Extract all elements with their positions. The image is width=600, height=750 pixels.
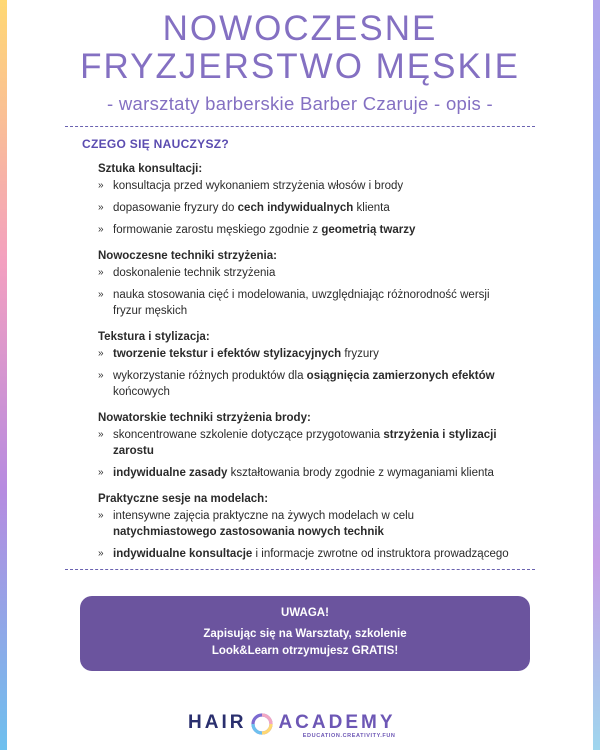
list-item: [98, 368, 513, 400]
list-item-text: [113, 510, 414, 538]
bold-segment: tworzenie tekstur i efektów stylizacyjnych: [113, 348, 342, 360]
bullet-icon: »: [98, 267, 104, 278]
logo-hair-text: HAIR: [188, 712, 247, 733]
text-segment: klienta: [353, 202, 390, 214]
text-segment: kształtowania brody zgodnie z wymaganiami klienta: [227, 467, 494, 479]
bold-segment: osiągnięcia zamierzonych efektów: [306, 370, 495, 382]
group-title: Nowatorskie techniki strzyżenia brody:: [98, 412, 311, 424]
notice-text: Zapisując się na Warsztaty, szkolenie Look&Learn otrzymujesz GRATIS!: [203, 628, 407, 657]
bold-segment: cech indywidualnych: [237, 202, 354, 214]
group-title: Praktyczne sesje na modelach:: [98, 493, 269, 505]
list-item: [98, 427, 513, 459]
bold-segment: indywidualne zasady: [113, 467, 228, 479]
text-segment: dopasowanie fryzury do: [113, 202, 238, 214]
dashed-divider-bottom: [65, 569, 535, 570]
learning-group: [98, 331, 540, 400]
bold-segment: geometrią twarzy: [321, 224, 416, 236]
subtitle: - warsztaty barberskie Barber Czaruje - opis -: [107, 93, 493, 114]
list-item-text: [113, 370, 495, 398]
bullet-icon: »: [98, 180, 104, 191]
list-item: [98, 508, 513, 540]
bullet-icon: »: [98, 429, 104, 440]
learning-group: [98, 250, 540, 319]
list-item-text: [113, 202, 390, 214]
bullet-icon: »: [98, 202, 104, 213]
dashed-divider-top: [65, 126, 535, 127]
list-item: [98, 546, 513, 562]
list-item-text: [113, 548, 509, 560]
list-item-text: [113, 467, 494, 479]
bullet-icon: »: [98, 510, 104, 521]
list-item-text: [113, 267, 275, 279]
logo-ring-icon: [250, 712, 274, 736]
group-title: Tekstura i stylizacja:: [98, 331, 210, 343]
text-segment: intensywne zajęcia praktyczne na żywych modelach w celu: [113, 510, 415, 522]
list-item: [98, 222, 513, 238]
list-item: [98, 465, 513, 481]
list-item-text: [113, 348, 379, 360]
title-line-2: FRYZJERSTWO MĘSKIE: [80, 47, 520, 86]
gradient-border-right: [593, 0, 600, 750]
bullet-icon: »: [98, 224, 104, 235]
list-item-text: [113, 429, 497, 457]
text-segment: nauka stosowania cięć i modelowania, uwzględniając różnorodność wersji fryzur męskich: [113, 289, 490, 317]
learning-group: [98, 163, 540, 238]
list-item: [98, 287, 513, 319]
hair-academy-logo: [188, 712, 396, 739]
learning-group: [98, 412, 540, 481]
text-segment: konsultacja przed wykonaniem strzyżenia włosów i brody: [113, 180, 404, 192]
learning-groups: [60, 163, 540, 562]
bullet-icon: »: [98, 548, 104, 559]
learning-group: [98, 493, 540, 562]
bullet-icon: »: [98, 467, 104, 478]
bold-segment: indywidualne konsultacje: [113, 548, 253, 560]
gradient-border-left: [0, 0, 7, 750]
text-segment: skoncentrowane szkolenie dotyczące przygotowania: [113, 429, 384, 441]
bullet-icon: »: [98, 289, 104, 300]
title-line-1: NOWOCZESNE: [162, 9, 438, 48]
text-segment: doskonalenie technik strzyżenia: [113, 267, 276, 279]
list-item: [98, 346, 513, 362]
flyer-page: [60, 0, 540, 671]
list-item: [98, 200, 513, 216]
list-item-text: [113, 180, 403, 192]
list-item-text: [113, 289, 490, 317]
notice-title: UWAGA!: [281, 607, 329, 619]
notice-box: [80, 596, 530, 671]
group-title: Nowoczesne techniki strzyżenia:: [98, 250, 277, 262]
list-item: [98, 178, 513, 194]
logo-tagline: EDUCATION.CREATIVITY.FUN: [302, 733, 396, 739]
logo-academy-text: ACADEMY: [278, 712, 396, 733]
text-segment: fryzury: [341, 348, 379, 360]
text-segment: końcowych: [113, 386, 170, 398]
page-title: [60, 10, 540, 86]
bold-segment: natychmiastowego zastosowania nowych technik: [113, 526, 384, 538]
list-item-text: [113, 224, 415, 236]
bullet-icon: »: [98, 348, 104, 359]
section-title: CZEGO SIĘ NAUCZYSZ?: [82, 137, 230, 151]
bullet-icon: »: [98, 370, 104, 381]
text-segment: wykorzystanie różnych produktów dla: [113, 370, 307, 382]
bold-segment: strzyżenia i stylizacji zarostu: [113, 429, 497, 457]
group-title: Sztuka konsultacji:: [98, 163, 203, 175]
list-item: [98, 265, 513, 281]
text-segment: formowanie zarostu męskiego zgodnie z: [113, 224, 322, 236]
text-segment: i informacje zwrotne od instruktora prowadzącego: [252, 548, 509, 560]
